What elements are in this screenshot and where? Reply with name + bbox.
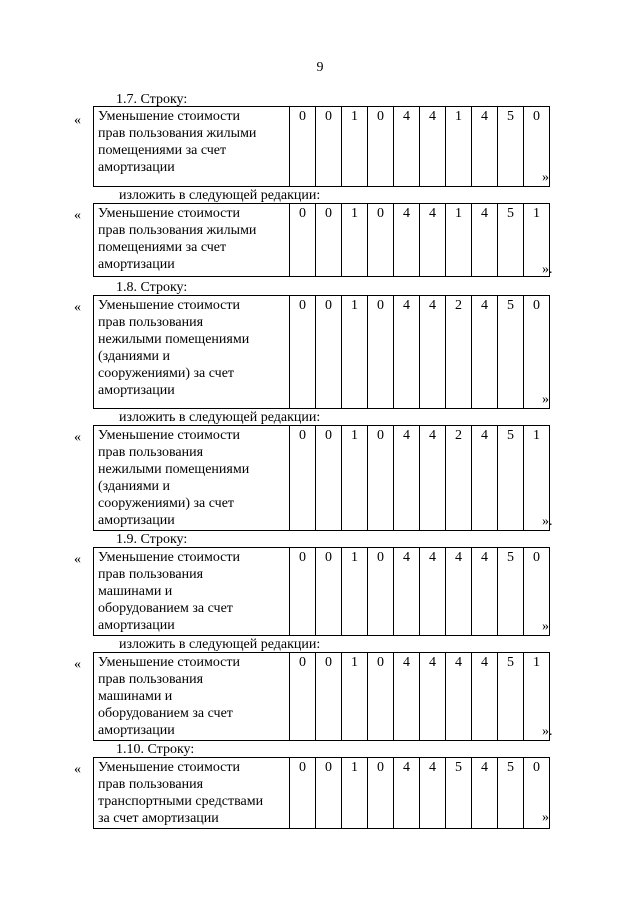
desc-line: за счет амортизации	[98, 811, 219, 826]
desc-line: сооружениями) за счет	[98, 496, 235, 511]
code-digit: 0	[368, 296, 394, 409]
code-digit: 4	[420, 653, 446, 741]
code-digit: 2	[446, 426, 472, 531]
code-digit: 0	[368, 653, 394, 741]
desc-line: Уменьшение стоимости	[98, 428, 240, 443]
desc-line: (зданиями и	[98, 349, 171, 364]
code-digit: 0	[290, 107, 316, 187]
code-digit: 5	[498, 653, 524, 741]
code-digit: 1	[342, 204, 368, 277]
code-digit: 0	[316, 296, 342, 409]
row-description	[94, 653, 290, 741]
open-quote: «	[74, 552, 81, 567]
desc-line: амортизации	[98, 513, 175, 528]
desc-line: амортизации	[98, 160, 175, 175]
code-digit: 4	[446, 548, 472, 636]
desc-line: оборудованием за счет	[98, 706, 233, 721]
open-quote: «	[74, 208, 81, 223]
code-digit: 0	[290, 758, 316, 829]
code-digit: 4	[394, 296, 420, 409]
code-digit: 0	[290, 548, 316, 636]
code-digit: 0	[368, 426, 394, 531]
code-digit: 1	[342, 426, 368, 531]
code-digit: 4	[394, 426, 420, 531]
code-digit: 0	[290, 653, 316, 741]
code-digit: 1	[342, 653, 368, 741]
code-digit: 1	[342, 107, 368, 187]
desc-line: прав пользования	[98, 445, 204, 460]
desc-line: сооружениями) за счет	[98, 366, 235, 381]
code-digit: 5	[498, 758, 524, 829]
code-digit: 0	[316, 548, 342, 636]
new-edition-label: изложить в следующей редакции:	[119, 188, 321, 203]
code-digit: 4	[472, 296, 498, 409]
open-quote: «	[74, 113, 81, 128]
code-digit: 5	[498, 426, 524, 531]
code-table-1-10-old	[93, 757, 550, 829]
desc-line: прав пользования	[98, 672, 204, 687]
code-digit: 0	[316, 204, 342, 277]
desc-line: (зданиями и	[98, 479, 171, 494]
desc-line: машинами и	[98, 689, 173, 704]
open-quote: «	[74, 657, 81, 672]
desc-line: машинами и	[98, 584, 173, 599]
code-digit: 1	[446, 107, 472, 187]
desc-line: нежилыми помещениями	[98, 462, 250, 477]
desc-line: прав пользования	[98, 567, 204, 582]
close-quote: »	[542, 810, 549, 825]
code-digit: 2	[446, 296, 472, 409]
desc-line: Уменьшение стоимости	[98, 550, 240, 565]
code-digit: 4	[394, 107, 420, 187]
desc-line: прав пользования жилыми	[98, 223, 257, 238]
close-quote: »	[542, 392, 549, 407]
code-digit: 4	[394, 653, 420, 741]
desc-line: нежилыми помещениями	[98, 332, 250, 347]
code-table-1-8-old	[93, 295, 550, 409]
code-digit: 0	[316, 758, 342, 829]
code-digit: 1	[342, 296, 368, 409]
code-table-1-7-old	[93, 106, 550, 187]
code-digit: 1	[342, 758, 368, 829]
code-digit: 5	[446, 758, 472, 829]
code-digit: 0	[368, 204, 394, 277]
code-digit: 0	[368, 758, 394, 829]
close-quote: »	[542, 619, 549, 634]
code-digit: 5	[498, 204, 524, 277]
section-heading-1-7: 1.7. Строку:	[116, 92, 188, 107]
code-digit: 1	[524, 653, 550, 741]
code-digit: 1	[524, 426, 550, 531]
code-digit: 5	[498, 107, 524, 187]
code-digit: 1	[524, 204, 550, 277]
code-digit: 0	[524, 107, 550, 187]
code-digit: 4	[472, 548, 498, 636]
row-description	[94, 426, 290, 531]
desc-line: прав пользования	[98, 777, 204, 792]
code-digit: 4	[472, 653, 498, 741]
desc-line: прав пользования жилыми	[98, 126, 257, 141]
desc-line: Уменьшение стоимости	[98, 655, 240, 670]
close-quote: »	[542, 170, 549, 185]
desc-line: амортизации	[98, 723, 175, 738]
row-description	[94, 204, 290, 277]
row-description	[94, 296, 290, 409]
row-description	[94, 758, 290, 829]
close-quote-period: ».	[542, 514, 553, 529]
code-digit: 4	[472, 426, 498, 531]
code-digit: 1	[446, 204, 472, 277]
open-quote: «	[74, 430, 81, 445]
code-digit: 0	[524, 758, 550, 829]
code-digit: 4	[420, 107, 446, 187]
section-heading-1-10: 1.10. Строку:	[116, 742, 195, 757]
code-digit: 4	[420, 204, 446, 277]
code-digit: 4	[420, 296, 446, 409]
code-digit: 4	[446, 653, 472, 741]
open-quote: «	[74, 300, 81, 315]
new-edition-label: изложить в следующей редакции:	[119, 410, 321, 425]
section-heading-1-9: 1.9. Строку:	[116, 532, 188, 547]
desc-line: помещениями за счет	[98, 240, 227, 255]
code-table-1-8-new	[93, 425, 550, 531]
code-digit: 4	[394, 204, 420, 277]
row-description	[94, 548, 290, 636]
close-quote-period: ».	[542, 262, 553, 277]
desc-line: транспортными средствами	[98, 794, 264, 809]
code-digit: 4	[420, 548, 446, 636]
code-digit: 4	[472, 107, 498, 187]
code-digit: 0	[290, 426, 316, 531]
new-edition-label: изложить в следующей редакции:	[119, 637, 321, 652]
code-digit: 1	[342, 548, 368, 636]
code-digit: 0	[368, 548, 394, 636]
desc-line: амортизации	[98, 383, 175, 398]
desc-line: оборудованием за счет	[98, 601, 233, 616]
code-table-1-7-new	[93, 203, 550, 277]
desc-line: Уменьшение стоимости	[98, 109, 240, 124]
code-digit: 0	[524, 548, 550, 636]
code-digit: 0	[524, 296, 550, 409]
desc-line: Уменьшение стоимости	[98, 206, 240, 221]
code-digit: 4	[420, 426, 446, 531]
desc-line: Уменьшение стоимости	[98, 760, 240, 775]
code-digit: 4	[472, 204, 498, 277]
code-table-1-9-new	[93, 652, 550, 741]
code-digit: 0	[316, 653, 342, 741]
code-digit: 0	[368, 107, 394, 187]
desc-line: помещениями за счет	[98, 143, 227, 158]
code-digit: 0	[290, 296, 316, 409]
code-digit: 5	[498, 296, 524, 409]
desc-line: Уменьшение стоимости	[98, 298, 240, 313]
code-digit: 0	[316, 107, 342, 187]
code-digit: 5	[498, 548, 524, 636]
row-description	[94, 107, 290, 187]
page-number: 9	[316, 60, 324, 75]
code-digit: 4	[420, 758, 446, 829]
code-digit: 4	[394, 758, 420, 829]
open-quote: «	[74, 762, 81, 777]
code-digit: 4	[472, 758, 498, 829]
desc-line: прав пользования	[98, 315, 204, 330]
section-heading-1-8: 1.8. Строку:	[116, 280, 188, 295]
desc-line: амортизации	[98, 618, 175, 633]
close-quote-period: ».	[542, 724, 553, 739]
desc-line: амортизации	[98, 257, 175, 272]
code-digit: 4	[394, 548, 420, 636]
code-table-1-9-old	[93, 547, 550, 636]
code-digit: 0	[316, 426, 342, 531]
code-digit: 0	[290, 204, 316, 277]
